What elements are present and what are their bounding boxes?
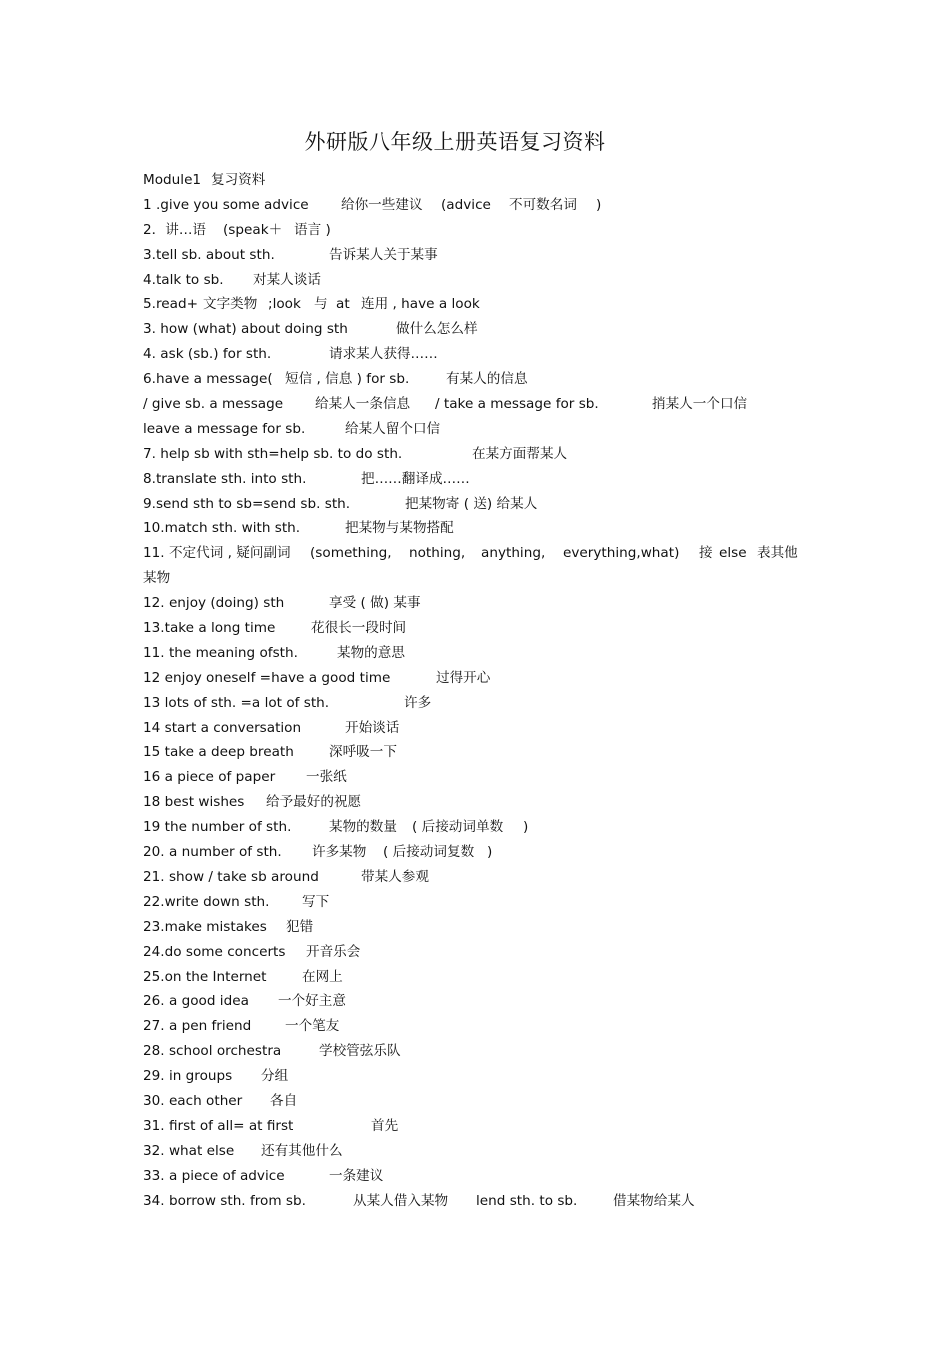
vocab-text: 借某物给某人 [613, 1192, 695, 1209]
vocab-text: 带某人参观 [361, 868, 429, 885]
vocab-text: nothing, [409, 545, 466, 562]
vocab-text: 某物的意思 [337, 644, 405, 661]
vocab-line [143, 292, 823, 317]
vocab-text: 语言 ) [294, 221, 331, 238]
vocab-text: 各自 [270, 1092, 298, 1109]
vocab-text: 给某人留个口信 [345, 420, 441, 437]
vocab-phrase: 1 .give you some advice [143, 196, 309, 213]
vocab-text: 接 [699, 545, 713, 562]
vocab-line [143, 740, 823, 765]
vocab-phrase: 12 enjoy oneself =have a good time [143, 669, 391, 686]
vocab-phrase: 5.read+ [143, 296, 198, 313]
vocab-line [143, 641, 823, 666]
vocab-text: 一个笔友 [285, 1018, 340, 1035]
vocab-phrase: 34. borrow sth. from sb. [143, 1192, 306, 1209]
vocab-phrase: 3. how (what) about doing sth [143, 321, 348, 338]
vocab-phrase: 7. help sb with sth=help sb. to do sth. [143, 445, 403, 462]
vocab-line [143, 989, 823, 1014]
vocab-line [143, 193, 823, 218]
vocab-text: 某物的数量 [329, 819, 397, 836]
vocab-text: ) [596, 196, 602, 213]
vocab-phrase: 33. a piece of advice [143, 1167, 285, 1184]
vocab-phrase: 8.translate sth. into sth. [143, 470, 307, 487]
vocab-line [143, 765, 823, 790]
vocab-phrase: leave a message for sb. [143, 420, 306, 437]
vocab-text: 对某人谈话 [253, 271, 321, 288]
vocab-line [143, 890, 823, 915]
vocab-phrase: 23.make mistakes [143, 918, 267, 935]
vocab-line [143, 840, 823, 865]
vocab-line [143, 940, 823, 965]
vocab-text: 许多 [404, 694, 432, 711]
vocab-text: 从某人借入某物 [353, 1192, 449, 1209]
vocab-line [143, 1064, 823, 1089]
vocab-phrase: 3.tell sb. about sth. [143, 246, 275, 263]
vocab-text: 在某方面帮某人 [472, 445, 568, 462]
vocab-phrase: 2．讲…语 [143, 221, 207, 238]
vocab-text: ;look [268, 296, 301, 313]
vocab-text: 表其他 [757, 545, 798, 562]
vocab-phrase: 13.take a long time [143, 620, 276, 637]
vocab-text: 享受 ( 做) 某事 [329, 595, 421, 612]
vocab-line [143, 965, 823, 990]
vocab-line [143, 566, 823, 591]
vocab-text: lend sth. to sb. [476, 1192, 578, 1209]
vocab-text: 连用 , have a look [361, 296, 480, 313]
vocab-phrase: 6.have a message( [143, 371, 273, 388]
vocab-text: else [719, 545, 747, 562]
vocab-phrase: 25.on the Internet [143, 968, 267, 985]
vocab-line [143, 168, 823, 193]
vocab-line [143, 716, 823, 741]
vocab-line [143, 790, 823, 815]
vocab-text: 捎某人一个口信 [652, 396, 748, 413]
vocab-text: (speak＋ [223, 221, 283, 238]
vocab-line [143, 1014, 823, 1039]
vocab-text: 写下 [302, 893, 330, 910]
vocab-text: 花很长一段时间 [311, 620, 407, 637]
vocab-text: 过得开心 [436, 669, 491, 686]
vocab-phrase: 19 the number of sth. [143, 819, 292, 836]
vocab-text: 有某人的信息 [446, 371, 528, 388]
vocab-phrase: 24.do some concerts [143, 943, 286, 960]
vocab-line [143, 367, 823, 392]
vocab-phrase: 12. enjoy (doing) sth [143, 595, 285, 612]
vocab-phrase: 11. 不定代词 , 疑问副词 [143, 545, 291, 562]
vocab-line [143, 417, 823, 442]
vocab-text: 与 [314, 296, 328, 313]
vocab-line [143, 865, 823, 890]
vocab-text: 许多某物 [312, 844, 367, 861]
vocab-phrase: 31. first of all= at first [143, 1117, 294, 1134]
vocab-text: 请求某人获得…… [329, 346, 438, 363]
vocab-line [143, 1139, 823, 1164]
vocab-line [143, 1164, 823, 1189]
vocab-text: at [336, 296, 350, 313]
vocab-line [143, 516, 823, 541]
vocab-text: 深呼吸一下 [329, 744, 397, 761]
vocab-text: / take a message for sb. [435, 396, 599, 413]
vocab-line [143, 1089, 823, 1114]
vocab-phrase: 22.write down sth. [143, 893, 270, 910]
vocab-text: 一个好主意 [278, 993, 346, 1010]
vocab-text: (something, [310, 545, 392, 562]
vocab-phrase: 30. each other [143, 1092, 243, 1109]
vocabulary-list [143, 168, 823, 1213]
vocab-text: 一张纸 [306, 769, 347, 786]
vocab-phrase: 9.send sth to sb=send sb. sth. [143, 495, 351, 512]
vocab-line [143, 218, 823, 243]
vocab-text: 短信 , 信息 ) for sb. [285, 371, 410, 388]
vocab-text: 复习资料 [211, 172, 266, 188]
document-title: 外研版八年级上册英语复习资料 [304, 130, 606, 154]
vocab-line [143, 492, 823, 517]
vocab-text: 给予最好的祝愿 [266, 794, 362, 811]
vocab-text: 把某物寄 ( 送) 给某人 [405, 495, 538, 512]
vocab-line [143, 317, 823, 342]
vocab-text: ) [523, 819, 529, 836]
vocab-text: 犯错 [286, 918, 314, 935]
vocab-text: 开始谈话 [345, 719, 400, 736]
vocab-text: 告诉某人关于某事 [329, 246, 438, 263]
vocab-text: anything, [481, 545, 546, 562]
vocab-line [143, 392, 823, 417]
vocab-line [143, 342, 823, 367]
vocab-line [143, 1114, 823, 1139]
vocab-phrase: 14 start a conversation [143, 719, 302, 736]
vocab-text: 开音乐会 [306, 943, 361, 960]
vocab-phrase: 4.talk to sb. [143, 271, 224, 288]
vocab-text: 一条建议 [329, 1167, 384, 1184]
vocab-text: 给某人一条信息 [315, 396, 411, 413]
vocab-text: (advice [441, 196, 491, 213]
vocab-phrase: 28. school orchestra [143, 1043, 282, 1060]
vocab-phrase: 16 a piece of paper [143, 769, 276, 786]
vocab-phrase: 20. a number of sth. [143, 844, 282, 861]
vocab-line [143, 666, 823, 691]
vocab-line [143, 243, 823, 268]
vocab-line [143, 815, 823, 840]
vocab-phrase: 18 best wishes [143, 794, 245, 811]
vocab-text: 在网上 [302, 968, 343, 985]
vocab-text: 分组 [261, 1068, 289, 1085]
vocab-phrase: 15 take a deep breath [143, 744, 294, 761]
vocab-line [143, 691, 823, 716]
vocab-phrase: 32. what else [143, 1142, 235, 1159]
vocab-phrase: 10.match sth. with sth. [143, 520, 301, 537]
vocab-line [143, 1189, 823, 1214]
vocab-text: 学校管弦乐队 [319, 1043, 401, 1060]
vocab-text: 把……翻译成…… [361, 470, 470, 487]
vocab-line [143, 467, 823, 492]
vocab-text: 做什么怎么样 [396, 321, 478, 338]
vocab-text: ) [487, 844, 493, 861]
vocab-text: 文字类物 [203, 296, 258, 313]
vocab-phrase: 27. a pen friend [143, 1018, 252, 1035]
vocab-line [143, 915, 823, 940]
vocab-text: 首先 [371, 1117, 399, 1134]
vocab-text: ( 后接动词单数 [412, 819, 504, 836]
vocab-phrase: Module1 [143, 172, 202, 188]
vocab-phrase: 29. in groups [143, 1068, 233, 1085]
vocab-line [143, 268, 823, 293]
vocab-line [143, 442, 823, 467]
vocab-text: 把某物与某物搭配 [345, 520, 454, 537]
vocab-phrase: 4. ask (sb.) for sth. [143, 346, 272, 363]
vocab-line [143, 541, 823, 566]
vocab-phrase: 11. the meaning ofsth. [143, 644, 298, 661]
vocab-text: ( 后接动词复数 [383, 844, 475, 861]
vocab-line [143, 616, 823, 641]
vocab-phrase: 13 lots of sth. =a lot of sth. [143, 694, 330, 711]
vocab-text: 不可数名词 [509, 196, 577, 213]
vocab-text: everything,what) [563, 545, 680, 562]
vocab-phrase: 某物 [143, 570, 171, 587]
vocab-text: 还有其他什么 [261, 1142, 343, 1159]
vocab-line [143, 1039, 823, 1064]
vocab-phrase: / give sb. a message [143, 396, 284, 413]
vocab-line [143, 591, 823, 616]
vocab-text: 给你一些建议 [341, 196, 423, 213]
vocab-phrase: 21. show / take sb around [143, 868, 319, 885]
vocab-phrase: 26. a good idea [143, 993, 249, 1010]
